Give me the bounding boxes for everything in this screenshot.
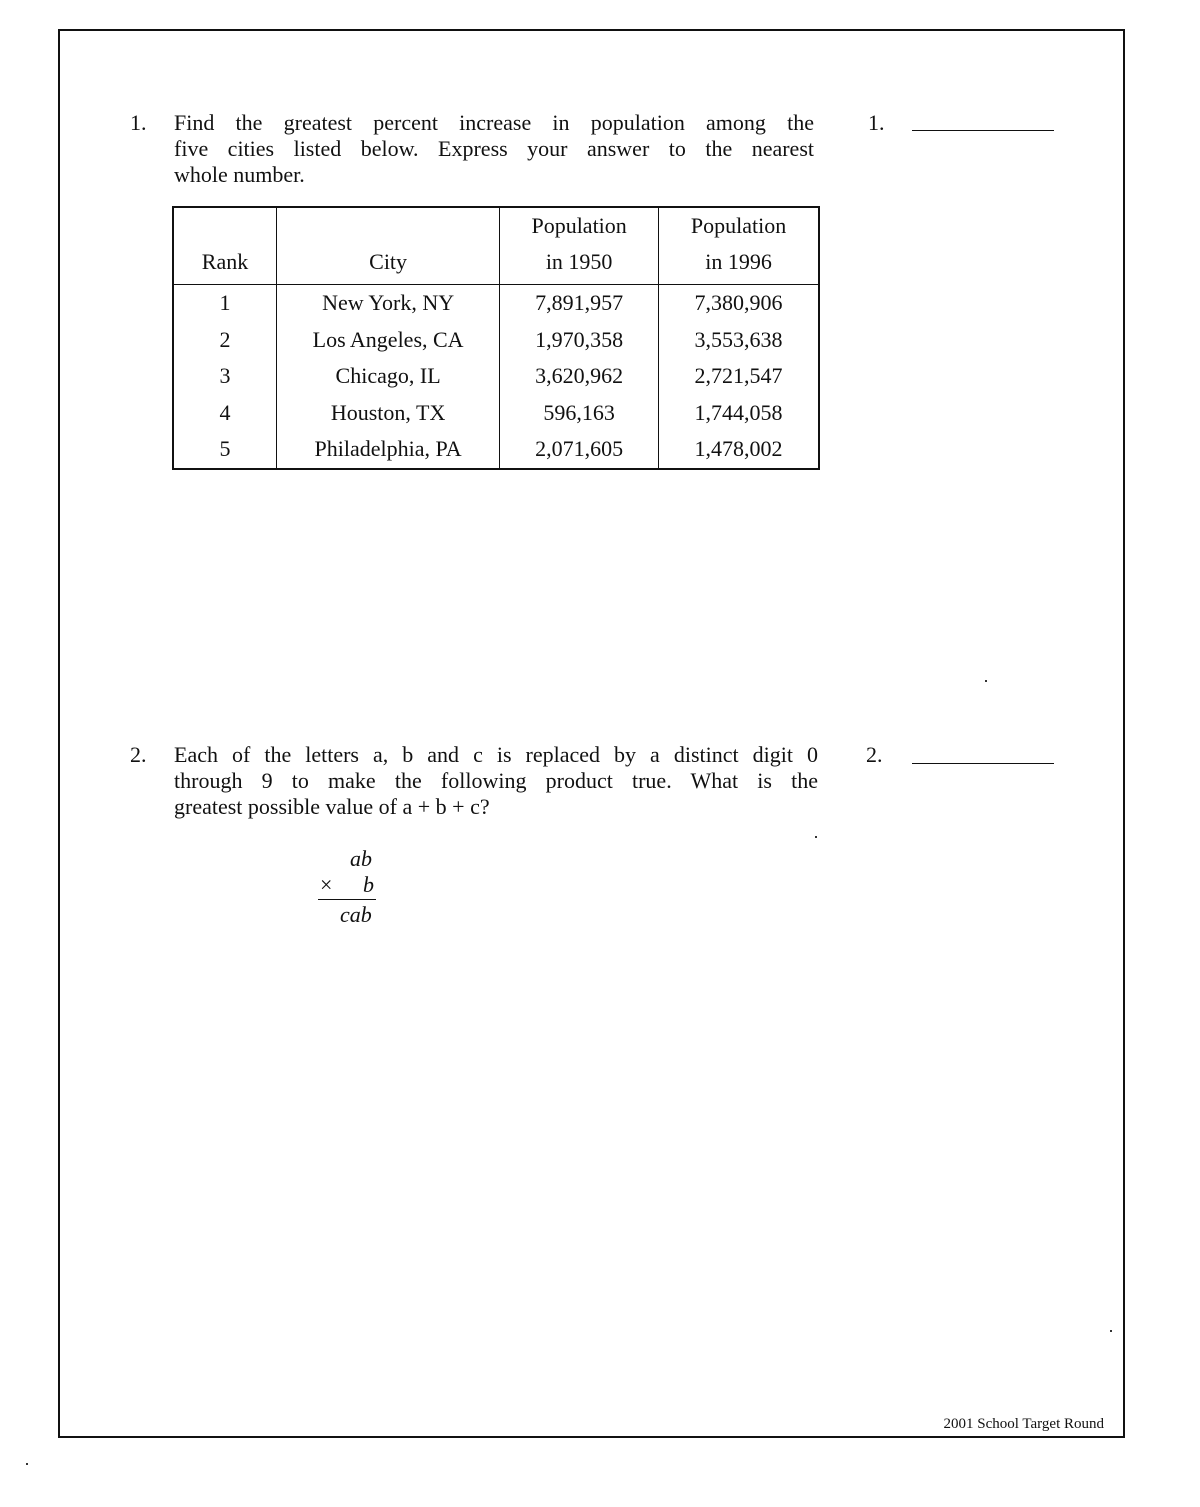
header-pop-1950-line-1: Population [531,213,627,238]
header-rank: Rank [173,207,277,285]
multiplier: b [363,872,374,897]
cell-city: New York, NY [277,285,500,322]
problem-2-line-1: Each of the letters a, b and c is replaced by a distinct digit 0 [174,742,818,767]
product: cab [340,902,372,927]
cell-rank: 3 [173,358,277,395]
table-row [173,322,819,359]
table-row [173,358,819,395]
cell-rank: 5 [173,431,277,469]
cell-pop-1950: 2,071,605 [500,431,659,469]
header-pop-1950-line-2: in 1950 [545,249,613,274]
header-pop-1950 [500,207,659,285]
header-city: City [277,207,500,285]
problem-2-line-2: through 9 to make the following product true. What is the [174,768,818,793]
table-row [173,395,819,432]
footer-round-label: 2001 School Target Round [943,1416,1104,1432]
problem-1-line-3: whole number. [174,162,305,187]
scan-speck [985,680,987,682]
problem-2-text [174,742,818,820]
header-pop-1996-line-1: Population [690,213,787,238]
problem-2-number: 2. [130,742,147,767]
cell-pop-1996: 7,380,906 [659,285,819,322]
cell-pop-1950: 7,891,957 [500,285,659,322]
answer-2-label: 2. [866,742,883,767]
cell-city: Los Angeles, CA [277,322,500,359]
problem-1-text [174,110,814,188]
cell-pop-1996: 1,744,058 [659,395,819,432]
answer-1-blank[interactable] [912,130,1054,131]
population-table [172,206,820,470]
problem-2-line-3: greatest possible value of a + b + c? [174,794,490,819]
header-pop-1996-line-2: in 1996 [705,249,772,274]
table-header-row [173,207,819,285]
problem-1-line-2: five cities listed below. Express your answer to the nearest [174,136,814,161]
answer-2-blank[interactable] [912,763,1054,764]
cell-rank: 2 [173,322,277,359]
cell-city: Chicago, IL [277,358,500,395]
cell-rank: 1 [173,285,277,322]
problem-1-number: 1. [130,110,147,135]
product-rule [318,899,376,900]
cell-city: Houston, TX [277,395,500,432]
scan-speck [26,1463,28,1465]
header-pop-1996 [659,207,819,285]
table-row [173,285,819,322]
cell-city: Philadelphia, PA [277,431,500,469]
cell-pop-1950: 596,163 [500,395,659,432]
cell-pop-1996: 3,553,638 [659,322,819,359]
cell-pop-1950: 3,620,962 [500,358,659,395]
cell-rank: 4 [173,395,277,432]
multiplicand: ab [350,846,372,871]
problem-1-line-1: Find the greatest percent increase in population among the [174,110,814,135]
scan-speck [1110,1330,1112,1332]
table-row [173,431,819,469]
times-sign: × [320,872,333,897]
answer-1-label: 1. [868,110,885,135]
cell-pop-1996: 2,721,547 [659,358,819,395]
cell-pop-1950: 1,970,358 [500,322,659,359]
scan-speck [815,836,817,838]
cell-pop-1996: 1,478,002 [659,431,819,469]
